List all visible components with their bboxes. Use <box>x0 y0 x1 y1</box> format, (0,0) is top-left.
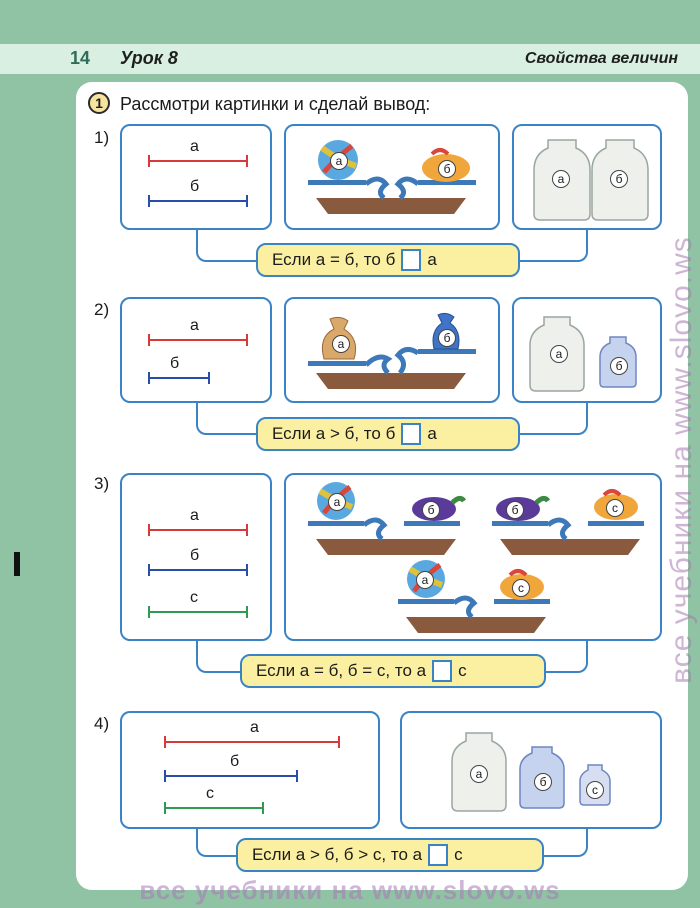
conclusion-text: Если а = б, то б <box>272 250 396 269</box>
row-number: 3) <box>94 474 110 493</box>
item-label: а <box>416 571 434 589</box>
connector <box>546 641 588 673</box>
segment-label-b: б <box>230 753 240 770</box>
scales-box <box>284 473 662 641</box>
lesson-title: Урок 8 <box>120 48 178 68</box>
item-label: с <box>512 579 530 597</box>
segment-label-a: а <box>190 317 199 334</box>
item-label: с <box>586 781 604 799</box>
scale-base <box>316 539 456 555</box>
left-plate <box>308 180 366 185</box>
segment-label-b: б <box>170 355 180 372</box>
answer-box[interactable] <box>401 249 421 271</box>
connector <box>196 829 238 857</box>
task-instruction: Рассмотри картинки и сделай вывод: <box>120 94 431 114</box>
jars-box <box>512 124 662 230</box>
answer-box[interactable] <box>432 660 452 682</box>
segment-a <box>148 339 248 341</box>
scale-base <box>406 617 546 633</box>
scale-base <box>316 198 466 214</box>
task-number-badge: 1 <box>88 92 110 114</box>
answer-box[interactable] <box>401 423 421 445</box>
segment-b <box>148 569 248 571</box>
conclusion-text: Если а > б, то б <box>272 424 396 443</box>
conclusion-text: с <box>458 661 467 680</box>
conclusion-text: Если а = б, б = с, то а <box>256 661 427 680</box>
conclusion-box <box>256 243 520 277</box>
connector <box>520 403 588 435</box>
left-plate <box>308 361 366 366</box>
item-label: б <box>438 329 456 347</box>
jars-illustration <box>514 299 660 401</box>
connector <box>196 641 242 673</box>
segment-label-c: с <box>190 589 198 606</box>
connector <box>544 829 588 857</box>
item-label: б <box>422 501 440 519</box>
segments-box <box>120 297 272 403</box>
scale-box <box>284 297 500 403</box>
segment-b <box>148 200 248 202</box>
right-arm <box>398 179 418 198</box>
segment-label-c: с <box>206 785 214 802</box>
item-label: а <box>552 170 570 188</box>
segment-b <box>148 377 210 379</box>
connector <box>520 230 588 262</box>
right-arm <box>398 349 418 373</box>
balance-scale-illustration <box>286 126 498 228</box>
row-number: 4) <box>94 714 110 733</box>
right-plate <box>418 349 476 354</box>
side-watermark-text: все учебники на www.slovo.ws <box>665 236 698 684</box>
item-label: б <box>534 773 552 791</box>
segment-a <box>148 529 248 531</box>
conclusion-text: а <box>427 424 437 443</box>
row-number: 1) <box>94 128 110 147</box>
segment-label-a: а <box>250 719 259 736</box>
conclusion-text: Если а > б, б > с, то а <box>252 845 423 864</box>
jars-illustration <box>402 713 660 827</box>
segment-a <box>148 160 248 162</box>
item-label: а <box>328 493 346 511</box>
item-label: а <box>330 152 348 170</box>
scale-base <box>316 373 466 389</box>
item-label: б <box>610 357 628 375</box>
scale-base <box>500 539 640 555</box>
segment-b <box>164 775 298 777</box>
item-label: а <box>332 335 350 353</box>
segment-a <box>164 741 340 743</box>
row-number: 2) <box>94 300 110 319</box>
item-label: б <box>506 501 524 519</box>
item-label: с <box>606 499 624 517</box>
item-label: б <box>610 170 628 188</box>
conclusion-box <box>256 417 520 451</box>
jars-box <box>400 711 662 829</box>
bottom-watermark: все учебники на www.slovo.ws <box>139 875 561 905</box>
conclusion-box <box>240 654 546 688</box>
scale-box <box>284 124 500 230</box>
jars-illustration <box>514 126 660 228</box>
answer-box[interactable] <box>428 844 448 866</box>
margin-marker <box>14 552 20 576</box>
item-label: б <box>438 160 456 178</box>
segment-label-b: б <box>190 178 200 195</box>
section-title: Свойства величин <box>524 50 678 67</box>
conclusion-text: а <box>427 250 437 269</box>
segment-c <box>148 611 248 613</box>
left-arm <box>366 357 388 373</box>
segments-box <box>120 124 272 230</box>
connector <box>196 230 258 262</box>
conclusion-box <box>236 838 544 872</box>
jars-box <box>512 297 662 403</box>
segments-box <box>120 473 272 641</box>
segment-c <box>164 807 264 809</box>
item-label: а <box>470 765 488 783</box>
page-number: 14 <box>70 48 91 68</box>
item-label: а <box>550 345 568 363</box>
side-watermark <box>662 130 700 790</box>
segment-label-a: а <box>190 507 199 524</box>
left-arm <box>366 179 386 198</box>
conclusion-text: с <box>454 845 463 864</box>
balance-scale-illustration <box>286 299 498 401</box>
segments-box <box>120 711 380 829</box>
segment-label-b: б <box>190 547 200 564</box>
connector <box>196 403 258 435</box>
segment-label-a: а <box>190 138 199 155</box>
